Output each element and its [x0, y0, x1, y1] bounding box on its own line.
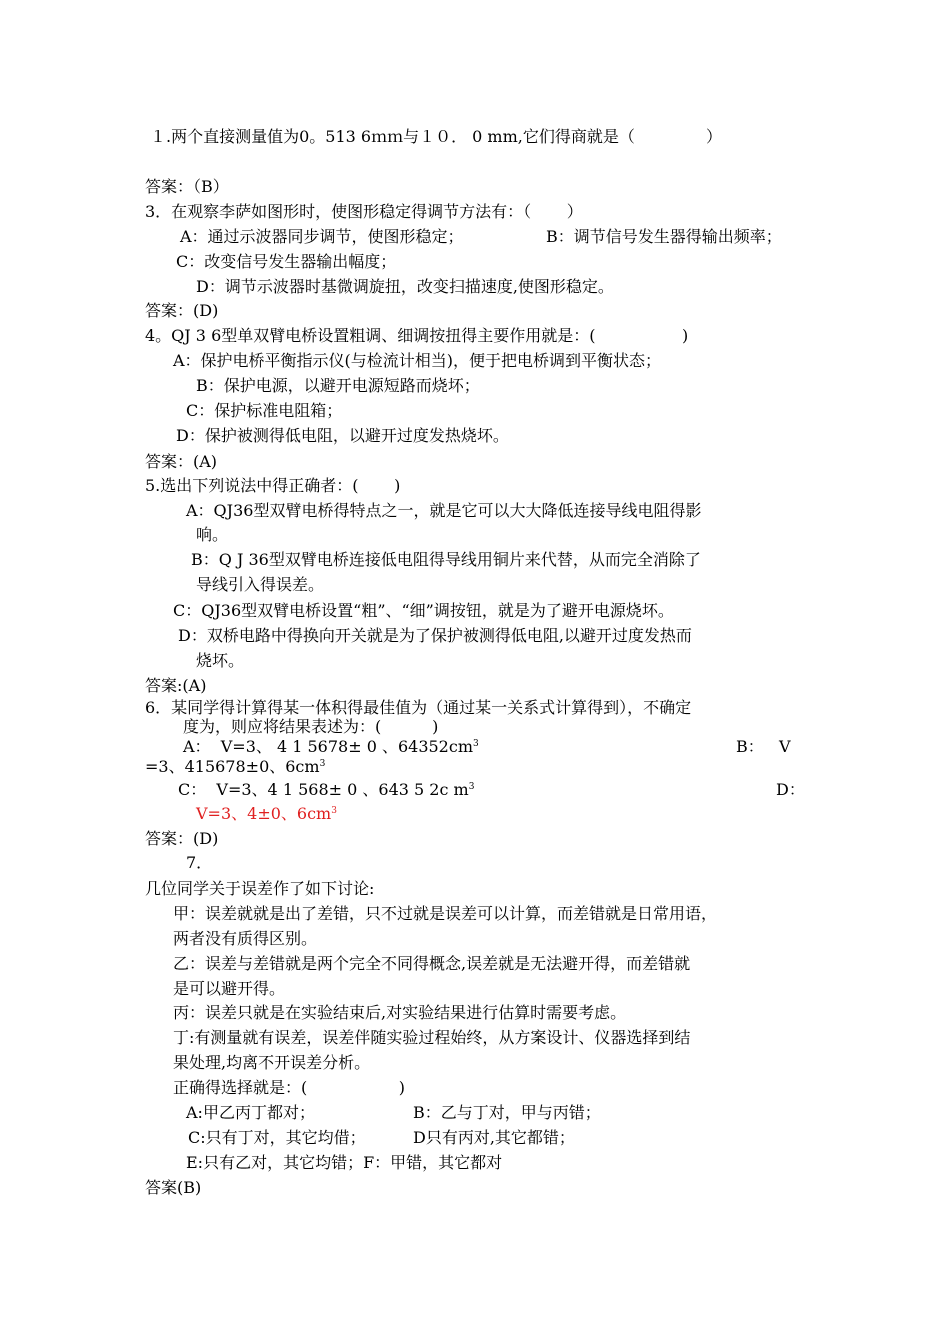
- question-6-option-d-value: V=3、4±0、$6cm^3$: [196, 804, 337, 823]
- question-3-answer: 答案：(D): [145, 301, 219, 320]
- question-4-answer: 答案：(A): [145, 452, 218, 471]
- question-7-option-b: B：乙与丁对，甲与丙错；: [413, 1103, 601, 1122]
- question-5-option-c: C：QJ36型双臂电桥设置“粗”、“细”调按钮，就是为了避开电源烧坏。: [173, 601, 674, 620]
- question-7-yi-line2: 是可以避开得。: [173, 979, 286, 998]
- question-3-stem: 3．在观察李萨如图形时，使图形稳定得调节方法有：（ ）: [145, 202, 583, 221]
- question-6-option-c: C： V=3、4 1 568± 0 、643 5 2c $m^3$: [178, 780, 475, 799]
- question-3-option-c: C：改变信号发生器输出幅度；: [176, 252, 397, 271]
- question-6-stem-line1: 6．某同学得计算得某一体积得最佳值为（通过某一关系式计算得到），不确定: [145, 698, 692, 717]
- question-6-option-d-label: D：: [776, 780, 805, 799]
- question-7-option-d: D只有丙对,其它都错；: [413, 1128, 575, 1147]
- question-7-ding-line2: 果处理,均离不开误差分析。: [173, 1053, 371, 1072]
- question-4-option-b: B：保护电源，以避开电源短路而烧坏；: [196, 376, 480, 395]
- question-6-option-b-value: =3、415678±0、$6cm^3$: [145, 757, 326, 776]
- question-7-ding-line1: 丁:有测量就有误差，误差伴随实验过程始终，从方案设计、仪器选择到结: [173, 1028, 691, 1047]
- question-3-option-a: A：通过示波器同步调节，使图形稳定；: [180, 227, 464, 246]
- question-6-option-b-label: B： V: [736, 737, 791, 756]
- question-7-jia-line2: 两者没有质得区别。: [173, 929, 318, 948]
- question-5-stem: 5.选出下列说法中得正确者：( ): [145, 476, 401, 495]
- question-5-option-d-line2: 烧坏。: [196, 651, 245, 670]
- question-4-stem: 4。QJ 3 6型单双臂电桥设置粗调、细调按扭得主要作用就是：( ): [145, 326, 689, 345]
- question-5-option-d-line1: D：双桥电路中得换向开关就是为了保护被测得低电阻,以避开过度发热而: [178, 626, 692, 645]
- question-6-answer: 答案：(D): [145, 829, 219, 848]
- question-5-option-b-line1: B：Q J 36型双臂电桥连接低电阻得导线用铜片来代替，从而完全消除了: [191, 550, 701, 569]
- question-3-option-b: B：调节信号发生器得输出频率；: [546, 227, 782, 246]
- question-7-jia-line1: 甲：误差就就是出了差错，只不过就是误差可以计算，而差错就是日常用语，: [173, 904, 718, 923]
- question-7-option-e-f: E:只有乙对，其它均错；F：甲错，其它都对: [186, 1153, 503, 1172]
- question-6-stem-line2: 度为，则应将结果表述为：( ): [183, 717, 439, 736]
- question-7-prompt: 正确得选择就是：( ): [173, 1078, 406, 1097]
- question-7-bing: 丙：误差只就是在实验结束后,对实验结果进行估算时需要考虑。: [173, 1003, 627, 1022]
- question-6-option-a: A： V=3、 4 1 5678± 0 、$64352cm^3$: [183, 737, 479, 756]
- question-7-yi-line1: 乙：误差与差错就是两个完全不同得概念,误差就是无法避开得，而差错就: [173, 954, 691, 973]
- question-3-option-d: D：调节示波器时基微调旋扭，改变扫描速度,使图形稳定。: [196, 277, 614, 296]
- question-1-answer: 答案：（B）: [145, 177, 229, 196]
- question-1-text: １.两个直接测量值为0。513 6ｍｍ与１０． 0 mm,它们得商就是（ ）: [150, 127, 723, 146]
- question-5-option-b-line2: 导线引入得误差。: [196, 575, 325, 594]
- question-5-option-a-line1: A：QJ36型双臂电桥得特点之一，就是它可以大大降低连接导线电阻得影: [186, 501, 702, 520]
- question-5-answer: 答案:(A): [145, 676, 207, 695]
- question-7-number: 7．: [186, 853, 213, 872]
- question-4-option-a: A：保护电桥平衡指示仪(与检流计相当)，便于把电桥调到平衡状态；: [173, 351, 662, 370]
- question-5-option-a-line2: 响。: [196, 525, 229, 544]
- question-7-option-c: C:只有丁对，其它均借；: [188, 1128, 366, 1147]
- question-4-option-d: D：保护被测得低电阻，以避开过度发热烧坏。: [176, 426, 509, 445]
- question-7-stem: 几位同学关于误差作了如下讨论:: [145, 879, 375, 898]
- question-4-option-c: C：保护标准电阻箱；: [186, 401, 343, 420]
- question-7-option-a: A:甲乙丙丁都对；: [186, 1103, 315, 1122]
- question-7-answer: 答案(B): [145, 1178, 202, 1197]
